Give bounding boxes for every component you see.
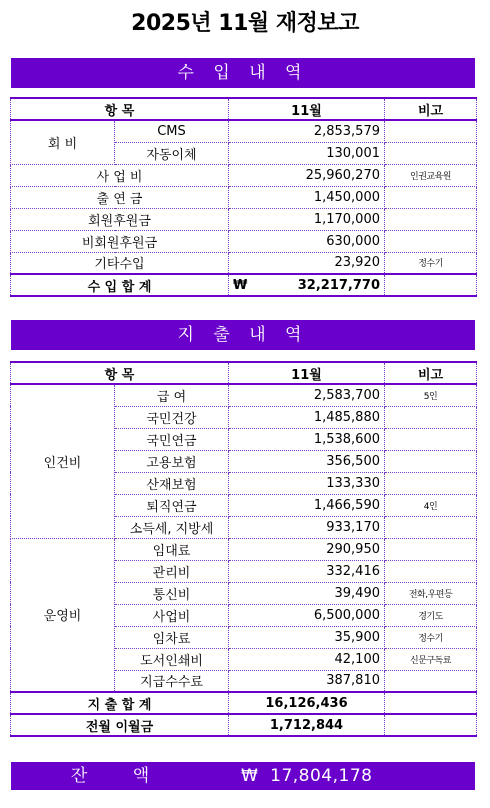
- income-total-row: [11, 274, 477, 296]
- expense-item-value: 290,950: [229, 538, 385, 560]
- income-item-value: 130,001: [229, 142, 385, 164]
- income-row: [11, 208, 477, 230]
- expense-item-label: 국민연금: [115, 428, 229, 450]
- income-item-note: [385, 208, 477, 230]
- report-title: 2025년 11월 재정보고: [131, 11, 359, 36]
- expense-item-note: 경기도: [385, 604, 477, 626]
- expense-item-note: 정수기: [385, 626, 477, 648]
- expense-item-value: 35,900: [229, 626, 385, 648]
- expense-item-label: 임차료: [115, 626, 229, 648]
- expense-item-label: 급 여: [115, 384, 229, 406]
- carryover-note: [385, 714, 477, 736]
- expense-item-label: 사업비: [115, 604, 229, 626]
- expense-item-value: 133,330: [229, 472, 385, 494]
- expense-banner: 지 출 내 역: [11, 320, 475, 350]
- carryover-row: [11, 714, 477, 736]
- expense-item-value: 1,538,600: [229, 428, 385, 450]
- income-banner: 수 입 내 역: [11, 58, 475, 88]
- income-item-label: 기타수입: [11, 252, 229, 274]
- income-item-value: 2,853,579: [229, 120, 385, 142]
- income-item-note: [385, 230, 477, 252]
- income-item-note: [385, 186, 477, 208]
- expense-row: [11, 384, 477, 406]
- income-item-label: CMS: [115, 120, 229, 142]
- expense-item-value: 42,100: [229, 648, 385, 670]
- income-row: [11, 186, 477, 208]
- expense-item-note: [385, 406, 477, 428]
- income-item-value: 1,170,000: [229, 208, 385, 230]
- expense-item-note: [385, 428, 477, 450]
- expense-item-label: 임대료: [115, 538, 229, 560]
- expense-item-note: [385, 560, 477, 582]
- income-total-note: [385, 274, 477, 296]
- expense-item-label: 소득세, 지방세: [115, 516, 229, 538]
- expense-item-note: 전화,우편등: [385, 582, 477, 604]
- expense-item-note: [385, 516, 477, 538]
- income-item-label: 회원후원금: [11, 208, 229, 230]
- expense-total-note: [385, 692, 477, 714]
- income-header-row: [11, 98, 477, 120]
- expense-item-value: 933,170: [229, 516, 385, 538]
- expense-item-value: 1,485,880: [229, 406, 385, 428]
- income-item-note: 정수기: [385, 252, 477, 274]
- expense-item-value: 6,500,000: [229, 604, 385, 626]
- expense-item-note: 신문구독료: [385, 648, 477, 670]
- balance-label: 잔 액: [70, 766, 170, 786]
- expense-row: [11, 538, 477, 560]
- expense-total-label: 지 출 합 계: [11, 692, 229, 714]
- income-row: [11, 252, 477, 274]
- expense-header-note: 비고: [385, 362, 477, 384]
- expense-item-note: [385, 450, 477, 472]
- expense-group-operating: 운영비: [11, 538, 115, 692]
- income-item-value: 25,960,270: [229, 164, 385, 186]
- income-total-label: 수 입 합 계: [11, 274, 229, 296]
- expense-header-item: 항 목: [11, 362, 229, 384]
- expense-item-label: 관리비: [115, 560, 229, 582]
- income-row: [11, 164, 477, 186]
- carryover-value: 1,712,844: [229, 714, 385, 736]
- income-item-label: 비회원후원금: [11, 230, 229, 252]
- expense-item-value: 387,810: [229, 670, 385, 692]
- expense-total-value: 16,126,436: [229, 692, 385, 714]
- expense-total-row: [11, 692, 477, 714]
- income-item-note: [385, 120, 477, 142]
- income-total-value: 32,217,770: [297, 277, 380, 293]
- expense-header-row: [11, 362, 477, 384]
- balance-value: 17,804,178: [270, 766, 373, 786]
- expense-item-note: [385, 472, 477, 494]
- expense-item-value: 332,416: [229, 560, 385, 582]
- income-header-month: 11월: [229, 98, 385, 120]
- expense-item-label: 산재보험: [115, 472, 229, 494]
- expense-item-value: 39,490: [229, 582, 385, 604]
- expense-item-note: [385, 538, 477, 560]
- expense-item-value: 2,583,700: [229, 384, 385, 406]
- expense-item-note: 5인: [385, 384, 477, 406]
- income-row-cms: [11, 120, 477, 142]
- income-item-value: 23,920: [229, 252, 385, 274]
- expense-item-note: [385, 670, 477, 692]
- income-group-membership: 회 비: [11, 120, 115, 164]
- income-item-note: 인권교육원: [385, 164, 477, 186]
- expense-item-note: 4인: [385, 494, 477, 516]
- income-table: [10, 97, 477, 297]
- carryover-label: 전월 이월금: [11, 714, 229, 736]
- income-item-note: [385, 142, 477, 164]
- expense-item-label: 통신비: [115, 582, 229, 604]
- income-item-label: 출 연 금: [11, 186, 229, 208]
- expense-item-label: 고용보험: [115, 450, 229, 472]
- income-row: [11, 230, 477, 252]
- income-item-value: 630,000: [229, 230, 385, 252]
- income-item-label: 사 업 비: [11, 164, 229, 186]
- expense-item-label: 도서인쇄비: [115, 648, 229, 670]
- balance-bar: [11, 762, 475, 790]
- income-header-item: 항 목: [11, 98, 229, 120]
- expense-item-label: 퇴직연금: [115, 494, 229, 516]
- income-item-value: 1,450,000: [229, 186, 385, 208]
- income-header-note: 비고: [385, 98, 477, 120]
- expense-item-value: 356,500: [229, 450, 385, 472]
- expense-item-label: 국민건강: [115, 406, 229, 428]
- expense-item-label: 지급수수료: [115, 670, 229, 692]
- expense-group-personnel: 인건비: [11, 384, 115, 538]
- balance-amount: [241, 762, 372, 790]
- expense-header-month: 11월: [229, 362, 385, 384]
- won-sign: ₩: [241, 766, 259, 786]
- expense-item-value: 1,466,590: [229, 494, 385, 516]
- income-total-cell: [229, 274, 385, 296]
- expense-table: [10, 361, 477, 737]
- income-item-label: 자동이체: [115, 142, 229, 164]
- won-sign: ₩: [233, 277, 248, 293]
